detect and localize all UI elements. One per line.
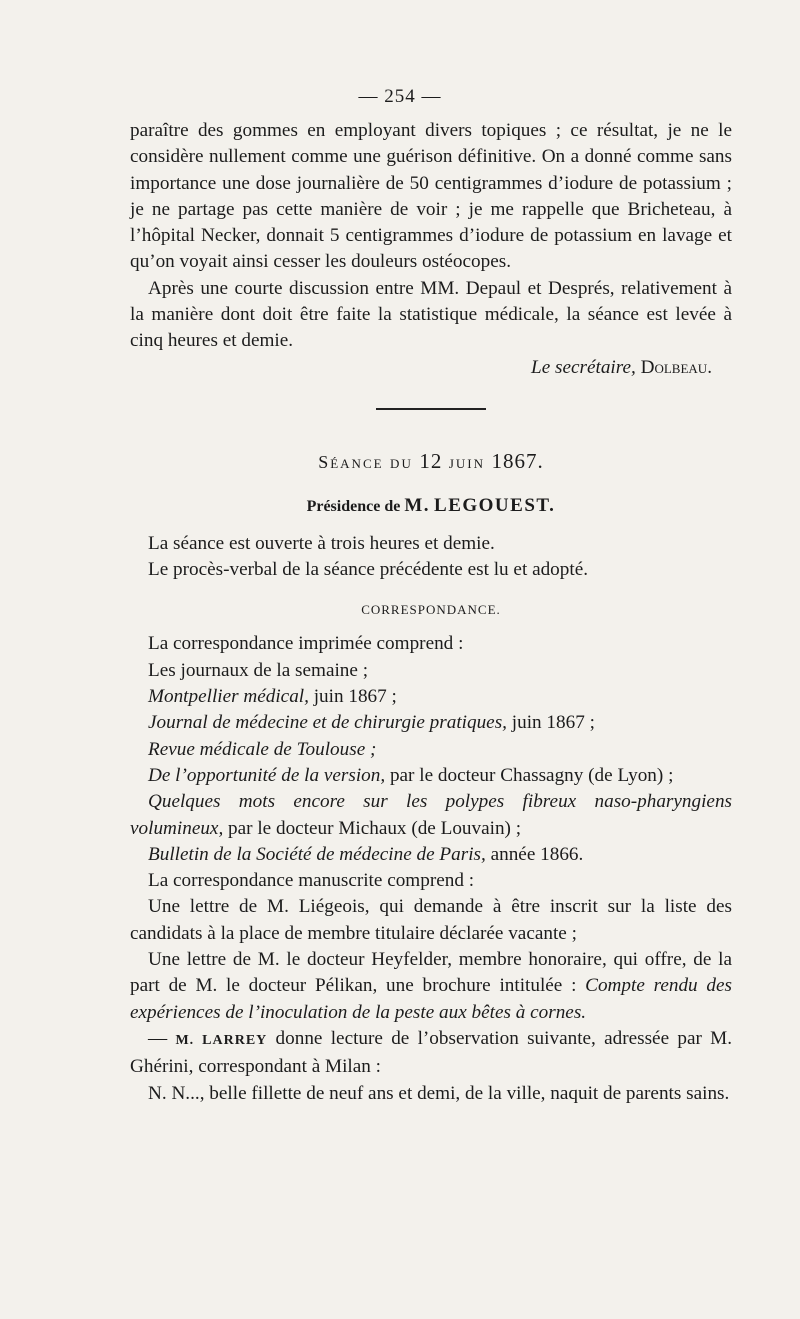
list-item: Revue médicale de Toulouse ; bbox=[148, 738, 377, 760]
opening-line-1: La séance est ouverte à trois heures et demie. bbox=[148, 532, 495, 554]
larrey-paragraph: — M. LARREY donne lecture de l’observation suivante, adressée par M. Ghérini, correspondant à Milan : bbox=[130, 1027, 732, 1078]
signature-role: Le secrétaire, bbox=[531, 356, 636, 378]
printed-intro: La correspondance imprimée comprend : bbox=[148, 633, 464, 655]
list-item: De l’opportunité de la version, par le docteur Chassagny (de Lyon) ; bbox=[148, 764, 674, 786]
manuscript-item-heyfelder: Une lettre de M. le docteur Heyfelder, membre honoraire, qui offre, de la part de M. le docteur Pélikan, une brochure intitulée : Compte rendu des expériences de l’inoculation de la peste aux bêtes à cornes. bbox=[130, 949, 732, 1023]
signature-line bbox=[130, 355, 732, 381]
list-item: Les journaux de la semaine ; bbox=[148, 659, 369, 681]
correspondence-heading: CORRESPONDANCE. bbox=[361, 602, 501, 618]
list-item: Montpellier médical, juin 1867 ; bbox=[148, 686, 397, 708]
paragraph-continuation: paraître des gommes en employant divers topiques ; ce résultat, je ne le considère nullement comme une guérison définitive. On a donné comme sans importance une dose journalière de 50 centigrammes d’iodure de potassium ; je ne partage pas cette manière de voir ; je me rappelle que Bricheteau, à l’hôpital Necker, donnait 5 centigrammes d’iodure de potassium en lavage et qu’on voyait ainsi cesser les douleurs ostéocopes. bbox=[130, 120, 732, 273]
signature-name: Dolbeau. bbox=[640, 356, 712, 378]
observation-paragraph: N. N..., belle fillette de neuf ans et demi, de la ville, naquit de parents sains. bbox=[148, 1082, 730, 1104]
text-block bbox=[130, 118, 732, 1107]
paragraph-discussion: Après une courte discussion entre MM. Depaul et Després, relativement à la manière dont doit être faite la statistique médicale, la séance est levée à cinq heures et demie. bbox=[130, 277, 732, 352]
session-title: Séance du 12 juin 1867. bbox=[318, 448, 544, 473]
list-item: Journal de médecine et de chirurgie pratiques, juin 1867 ; bbox=[148, 712, 595, 734]
presidency-line: Présidence de M. LEGOUEST. bbox=[306, 495, 556, 517]
list-item: Quelques mots encore sur les polypes fibreux naso-pharyngiens volumineux, par le docteur Michaux (de Louvain) ; bbox=[130, 791, 732, 839]
section-divider bbox=[376, 408, 486, 410]
list-item: Bulletin de la Société de médecine de Paris, année 1866. bbox=[148, 843, 584, 865]
manuscript-item-liegeois: Une lettre de M. Liégeois, qui demande à être inscrit sur la liste des candidats à la place de membre titulaire déclarée vacante ; bbox=[130, 896, 732, 944]
page-number: — 254 — bbox=[358, 86, 442, 107]
opening-line-2: Le procès-verbal de la séance précédente est lu et adopté. bbox=[148, 558, 589, 580]
manuscript-intro: La correspondance manuscrite comprend : bbox=[148, 870, 475, 892]
